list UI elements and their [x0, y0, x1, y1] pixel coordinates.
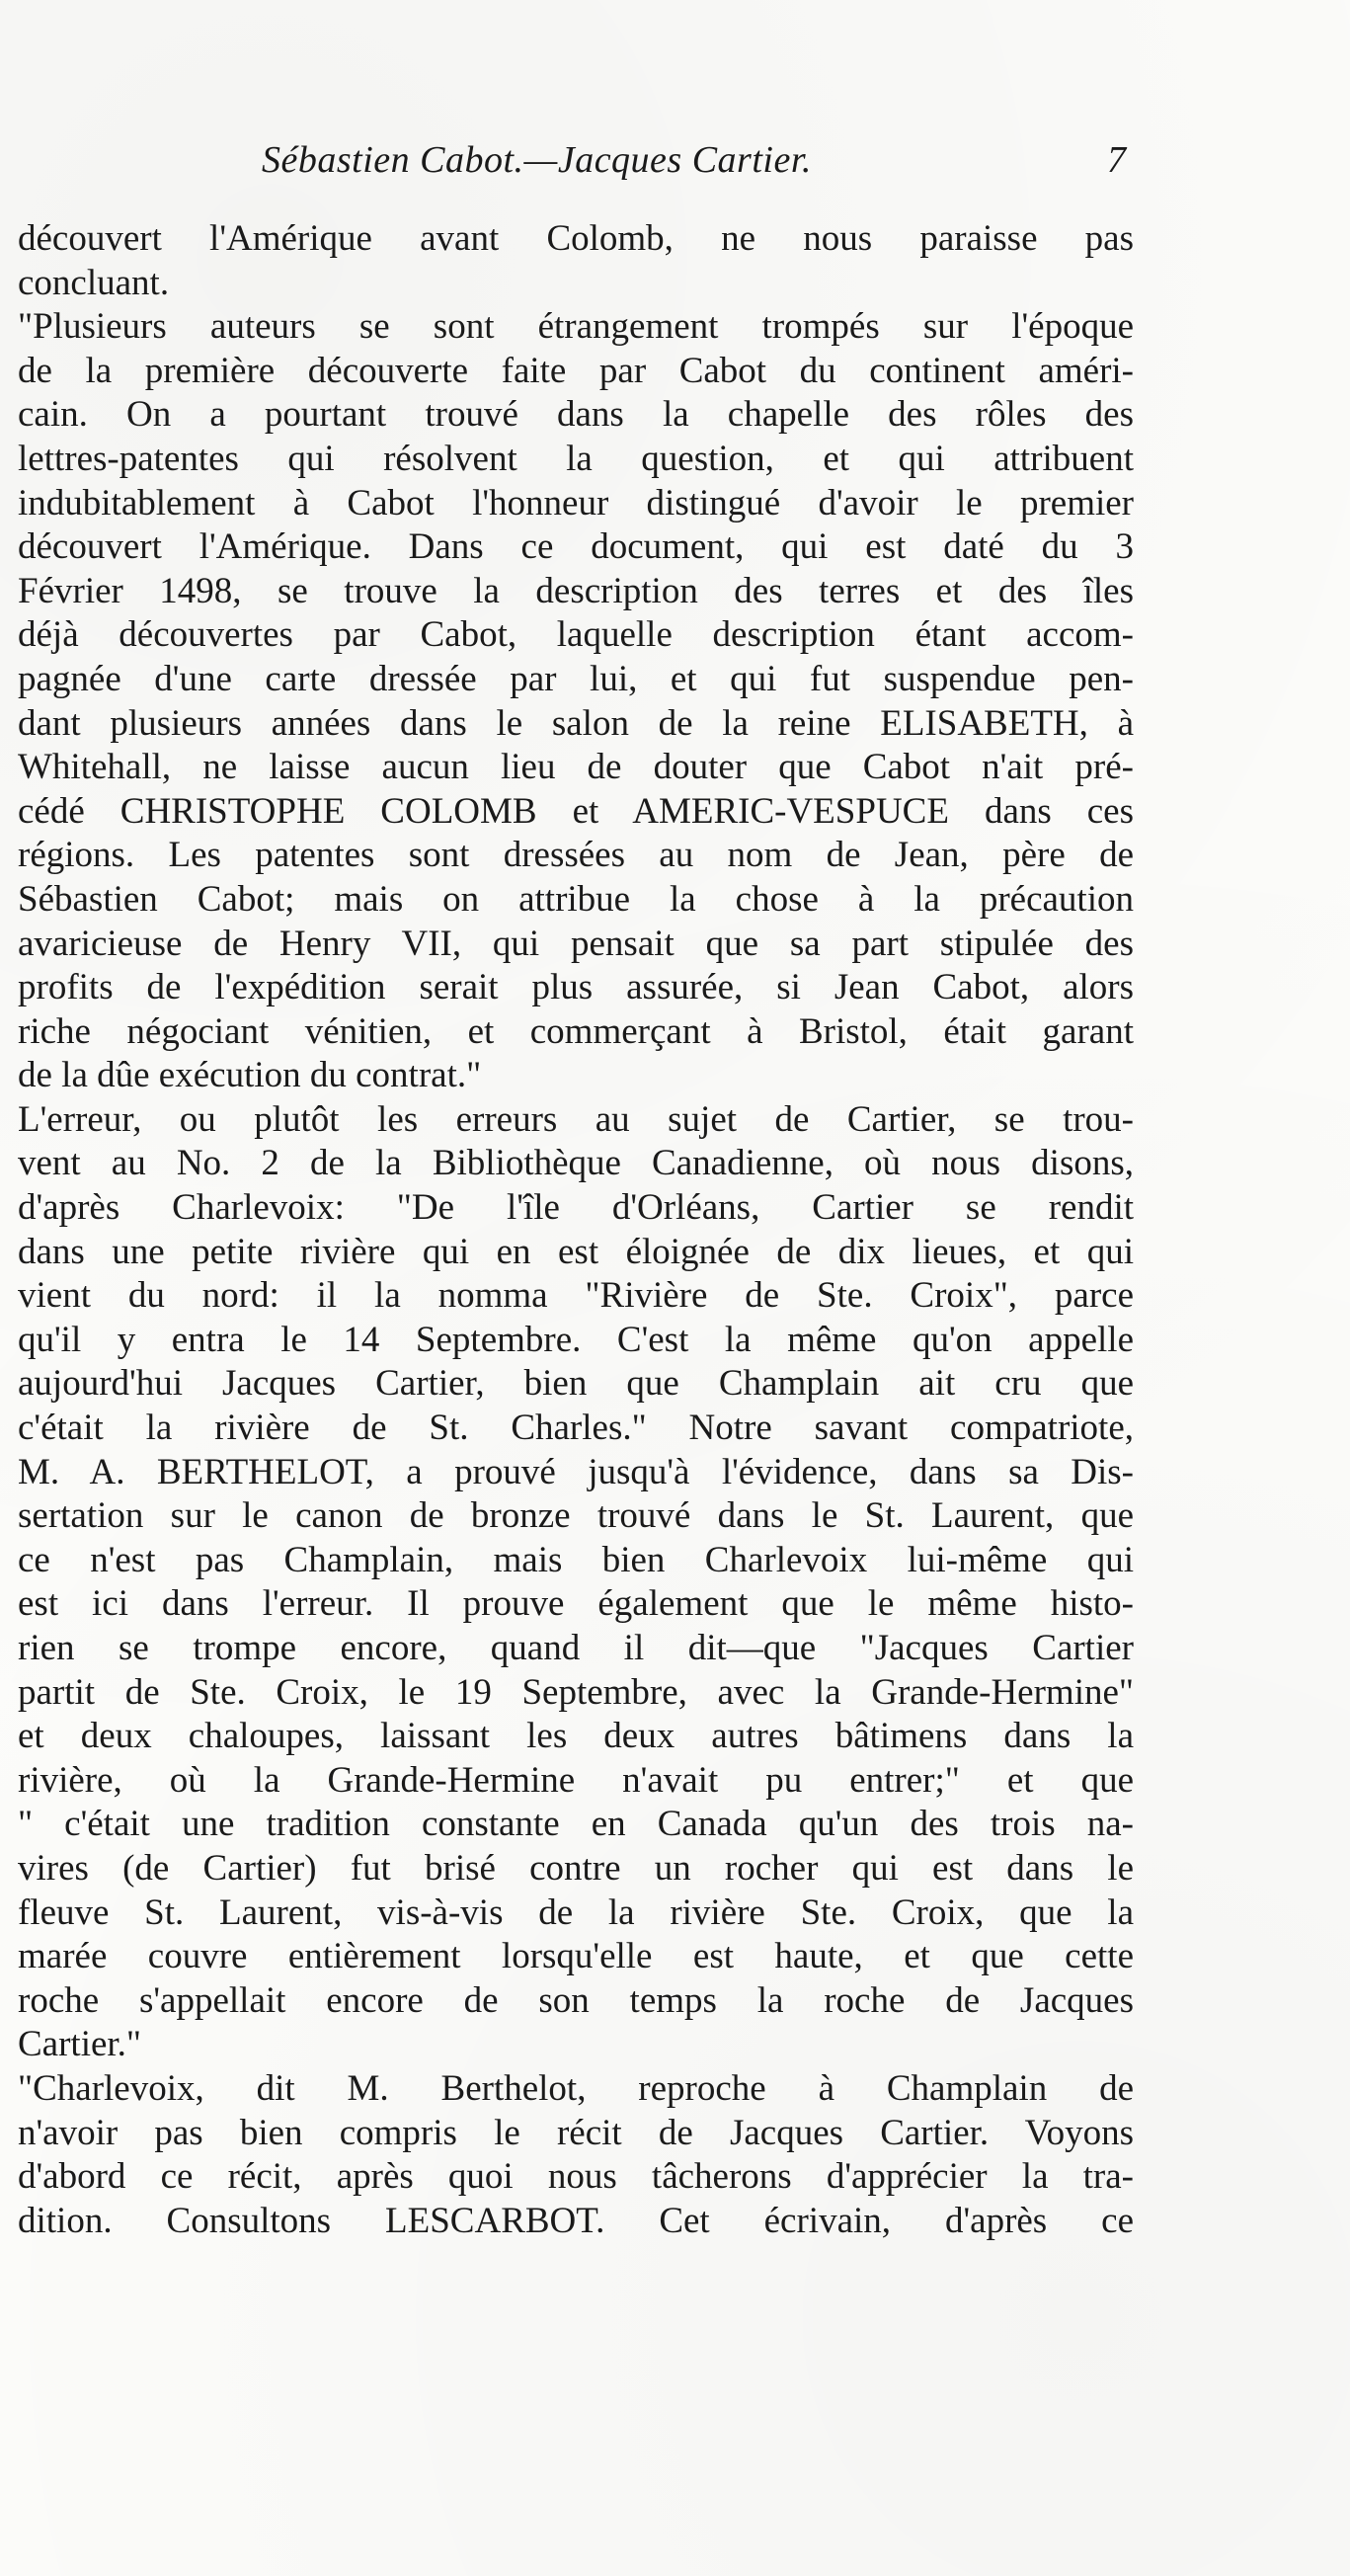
text-line: et deux chaloupes, laissant les deux autres bâtimens dans la	[18, 1716, 1134, 1757]
text-line: " c'était une tradition constante en Canada qu'un des trois na-	[18, 1804, 1134, 1845]
text-line: fleuve St. Laurent, vis-à-vis de la rivière Ste. Croix, que la	[18, 1892, 1134, 1933]
page-header	[262, 138, 1126, 198]
text-line: c'était la rivière de St. Charles." Notre savant compatriote,	[18, 1408, 1134, 1449]
text-line: dition. Consultons LESCARBOT. Cet écrivain, d'après ce	[18, 2200, 1134, 2241]
body-text	[18, 217, 1134, 2243]
text-line: M. A. BERTHELOT, a prouvé jusqu'à l'évidence, dans sa Dis-	[18, 1451, 1134, 1492]
text-line: avaricieuse de Henry VII, qui pensait que sa part stipulée des	[18, 923, 1134, 964]
text-line: régions. Les patentes sont dressées au nom de Jean, père de	[18, 835, 1134, 876]
text-line: pagnée d'une carte dressée par lui, et qui fut suspendue pen-	[18, 658, 1134, 699]
text-line: concluant.	[18, 262, 170, 303]
text-line: vires (de Cartier) fut brisé contre un rocher qui est dans le	[18, 1847, 1134, 1889]
text-line: vent au No. 2 de la Bibliothèque Canadienne, où nous disons,	[18, 1143, 1134, 1184]
text-line: d'après Charlevoix: "De l'île d'Orléans, Cartier se rendit	[18, 1187, 1134, 1229]
text-line: de la dûe exécution du contrat."	[18, 1055, 482, 1096]
text-line: découvert l'Amérique avant Colomb, ne nous paraisse pas	[18, 218, 1134, 259]
text-line: Cartier."	[18, 2024, 142, 2065]
running-title: Sébastien Cabot.—Jacques Cartier.	[262, 139, 812, 181]
text-line: cain. On a pourtant trouvé dans la chapelle des rôles des	[18, 394, 1134, 436]
text-line: rien se trompe encore, quand il dit—que "Jacques Cartier	[18, 1628, 1134, 1668]
text-line: Sébastien Cabot; mais on attribue la chose à la précaution	[18, 878, 1134, 920]
text-line: "Charlevoix, dit M. Berthelot, reproche à Champlain de	[18, 2067, 1134, 2109]
text-line: dans une petite rivière qui en est éloignée de dix lieues, et qui	[18, 1231, 1134, 1272]
text-line: indubitablement à Cabot l'honneur distingué d'avoir le premier	[18, 482, 1134, 523]
text-line: de la première découverte faite par Cabot du continent améri-	[18, 350, 1134, 391]
text-line: roche s'appellait encore de son temps la roche de Jacques	[18, 1979, 1134, 2021]
text-line: aujourd'hui Jacques Cartier, bien que Champlain ait cru que	[18, 1363, 1134, 1405]
page-number: 7	[1107, 139, 1126, 181]
text-line: n'avoir pas bien compris le récit de Jacques Cartier. Voyons	[18, 2112, 1134, 2153]
text-line: profits de l'expédition serait plus assurée, si Jean Cabot, alors	[18, 967, 1134, 1008]
text-line: L'erreur, ou plutôt les erreurs au sujet de Cartier, se trou-	[18, 1098, 1134, 1140]
text-line: partit de Ste. Croix, le 19 Septembre, avec la Grande-Hermine"	[18, 1671, 1134, 1713]
text-line: "Plusieurs auteurs se sont étrangement trompés sur l'époque	[18, 306, 1134, 348]
text-line: cédé CHRISTOPHE COLOMB et AMERIC-VESPUCE dans ces	[18, 790, 1134, 832]
text-line: d'abord ce récit, après quoi nous tâcherons d'apprécier la tra-	[18, 2156, 1134, 2198]
text-line: est ici dans l'erreur. Il prouve également que le même histo-	[18, 1583, 1134, 1625]
text-line: qu'il y entra le 14 Septembre. C'est la même qu'on appelle	[18, 1319, 1134, 1360]
text-line: lettres-patentes qui résolvent la question, et qui attribuent	[18, 438, 1134, 479]
text-line: marée couvre entièrement lorsqu'elle est haute, et que cette	[18, 1936, 1134, 1977]
text-line: Février 1498, se trouve la description des terres et des îles	[18, 570, 1134, 611]
text-line: rivière, où la Grande-Hermine n'avait pu entrer;" et que	[18, 1759, 1134, 1801]
text-line: vient du nord: il la nomma "Rivière de Ste. Croix", parce	[18, 1275, 1134, 1317]
text-line: Whitehall, ne laisse aucun lieu de douter que Cabot n'ait pré-	[18, 747, 1134, 788]
text-line: sertation sur le canon de bronze trouvé dans le St. Laurent, que	[18, 1495, 1134, 1537]
text-line: déjà découvertes par Cabot, laquelle description étant accom-	[18, 614, 1134, 656]
text-line: riche négociant vénitien, et commerçant à Bristol, était garant	[18, 1010, 1134, 1052]
text-line: découvert l'Amérique. Dans ce document, qui est daté du 3	[18, 526, 1134, 568]
text-line: ce n'est pas Champlain, mais bien Charlevoix lui-même qui	[18, 1539, 1134, 1580]
text-line: dant plusieurs années dans le salon de la reine ELISABETH, à	[18, 702, 1134, 744]
